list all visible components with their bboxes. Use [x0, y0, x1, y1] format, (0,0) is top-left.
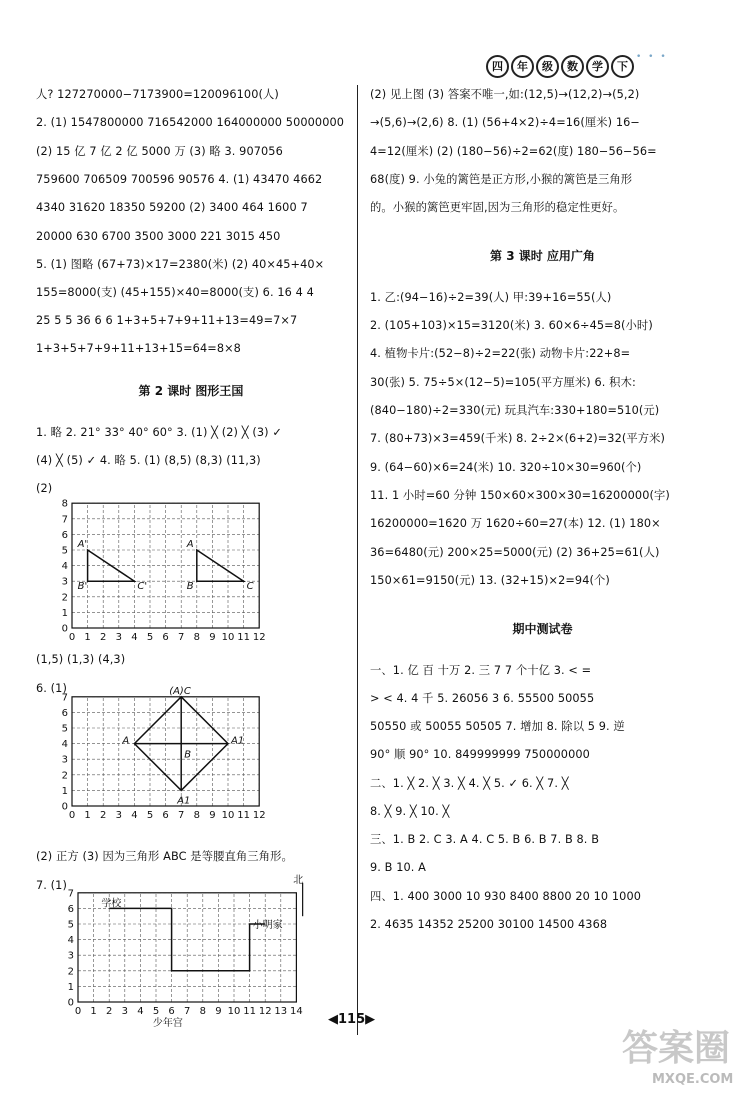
y-tick-label: 3 — [67, 950, 74, 962]
page-number — [328, 1012, 375, 1027]
y-tick-label: 4 — [67, 935, 74, 947]
label-home: 小明家 — [252, 920, 283, 931]
x-tick-label: 6 — [162, 632, 169, 643]
answer-line: 2. (105+103)×15=3120(米) 3. 60×6÷45=8(小时) — [370, 319, 653, 332]
answer-line: 50550 或 50055 50505 7. 增加 8. 除以 5 9. 逆 — [370, 720, 625, 733]
x-tick-label: 12 — [252, 632, 266, 643]
x-tick-label: 14 — [290, 1006, 303, 1017]
y-tick-label: 1 — [61, 607, 68, 619]
answer-line: 68(度) 9. 小兔的篱笆是正方形,小猴的篱笆是三角形 — [370, 173, 633, 186]
x-tick-label: 9 — [215, 1006, 222, 1017]
y-tick-label: 6 — [67, 903, 74, 915]
y-tick-label: 2 — [61, 770, 68, 782]
x-tick-label: 4 — [137, 1006, 144, 1017]
x-tick-label: 10 — [221, 810, 235, 821]
column-divider — [357, 85, 358, 1035]
x-tick-label: 9 — [209, 632, 216, 643]
y-tick-label: 1 — [67, 981, 74, 993]
x-tick-label: 1 — [84, 632, 91, 643]
y-tick-label: 0 — [61, 801, 68, 813]
point-label-c2: C — [246, 581, 254, 593]
y-tick-label: 4 — [61, 739, 68, 751]
x-tick-label: 6 — [168, 1006, 175, 1017]
badge-char: 学 — [586, 55, 609, 78]
question-label: 7. (1) — [36, 879, 67, 892]
x-tick-label: 3 — [115, 810, 122, 821]
badge-char: 数 — [561, 55, 584, 78]
point-label-bottom: A1 — [177, 795, 191, 807]
answer-line: 11. 1 小时=60 分钟 150×60×300×30=16200000(字) — [370, 489, 670, 502]
x-tick-label: 1 — [84, 810, 91, 821]
answer-line: 二、1. ╳ 2. ╳ 3. ╳ 4. ╳ 5. ✓ 6. ╳ 7. ╳ — [370, 777, 569, 790]
answer-line: 的。小猴的篱笆更牢固,因为三角形的稳定性更好。 — [370, 201, 625, 214]
x-tick-label: 7 — [178, 810, 185, 821]
answer-line: 150×61=9150(元) 13. (32+15)×2=94(个) — [370, 574, 610, 587]
answer-line: 4340 31620 18350 59200 (2) 3400 464 1600 7 — [36, 201, 308, 214]
x-tick-label: 7 — [178, 632, 185, 643]
x-tick-label: 0 — [68, 632, 76, 643]
fish-icon: ◀ — [328, 1012, 338, 1027]
point-label-a1: A' — [77, 539, 88, 550]
y-tick-label: 4 — [61, 561, 68, 573]
answer-line: 9. B 10. A — [370, 861, 426, 874]
point-label-left: A — [122, 735, 130, 747]
answer-line: 9. (64−60)×6=24(米) 10. 320÷10×30=960(个) — [370, 461, 642, 474]
y-tick-label: 6 — [61, 707, 68, 719]
answer-line: 5. (1) 图略 (67+73)×17=2380(米) (2) 40×45+40× — [36, 258, 325, 271]
y-tick-label: 7 — [61, 692, 68, 704]
x-tick-label: 3 — [121, 1006, 128, 1017]
answer-line: (2) 正方 (3) 因为三角形 ABC 是等腰直角三角形。 — [36, 850, 293, 863]
north-label: 北 — [293, 874, 304, 886]
point-label-b: B — [184, 749, 192, 761]
question-label: (2) — [36, 482, 53, 495]
y-tick-label: 3 — [61, 576, 68, 588]
answer-line: > < 4. 4 千 5. 26056 3 6. 55500 50055 — [370, 692, 595, 705]
answer-line: 1. 乙:(94−16)÷2=39(人) 甲:39+16=55(人) — [370, 291, 612, 304]
y-tick-label: 6 — [61, 529, 68, 541]
y-tick-label: 8 — [61, 498, 68, 510]
x-tick-label: 8 — [193, 632, 200, 643]
x-tick-label: 8 — [193, 810, 200, 821]
answer-line: 1. 略 2. 21° 33° 40° 60° 3. (1) ╳ (2) ╳ (3) ✓ — [36, 426, 282, 439]
point-label-a2: A — [186, 539, 194, 550]
answer-line: (2) 见上图 (3) 答案不唯一,如:(12,5)→(12,2)→(5,2) — [370, 88, 640, 101]
answer-line: 2. 4635 14352 25200 30100 14500 4368 — [370, 918, 608, 931]
coordinate-grid-translation — [52, 478, 292, 648]
answer-line: 155=8000(支) (45+155)×40=8000(支) 6. 16 4 4 — [36, 286, 314, 299]
y-tick-label: 0 — [67, 997, 74, 1009]
x-tick-label: 10 — [221, 632, 235, 643]
decorative-dots: • • • — [636, 52, 668, 62]
answer-line: 759600 706509 700596 90576 4. (1) 43470 4662 — [36, 173, 323, 186]
answer-line: 1+3+5+7+9+11+13+15=64=8×8 — [36, 342, 241, 355]
y-tick-label: 2 — [61, 592, 68, 604]
y-tick-label: 1 — [61, 785, 68, 797]
y-tick-label: 2 — [67, 966, 74, 978]
section-heading: 第 2 课时 图形王国 — [138, 384, 244, 398]
y-tick-label: 5 — [67, 919, 74, 931]
fish-tail-icon: ▶ — [365, 1012, 376, 1027]
answer-line: 36=6480(元) 200×25=5000(元) (2) 36+25=61(人) — [370, 546, 660, 559]
section-heading: 期中测试卷 — [512, 622, 573, 636]
answer-line: 25 5 5 36 6 6 1+3+5+7+9+11+13=49=7×7 — [36, 314, 298, 327]
x-tick-label: 8 — [199, 1006, 206, 1017]
x-tick-label: 2 — [100, 632, 107, 643]
answer-line: 90° 顺 90° 10. 849999999 750000000 — [370, 748, 590, 761]
answer-line: 三、1. B 2. C 3. A 4. C 5. B 6. B 7. B 8. B — [370, 833, 600, 846]
y-tick-label: 7 — [61, 514, 68, 526]
x-tick-label: 11 — [237, 632, 250, 643]
x-tick-label: 4 — [131, 632, 138, 643]
answer-line: (4) ╳ (5) ✓ 4. 略 5. (1) (8,5) (8,3) (11,3) — [36, 454, 261, 467]
x-tick-label: 5 — [152, 1006, 160, 1017]
watermark-url: MXQE.COM — [652, 1072, 734, 1087]
answer-line: 人? 127270000−7173900=120096100(人) — [36, 88, 279, 101]
x-tick-label: 4 — [131, 810, 138, 821]
x-tick-label: 5 — [146, 632, 154, 643]
answer-line: 30(张) 5. 75÷5×(12−5)=105(平方厘米) 6. 积木: — [370, 376, 636, 389]
coordinate-grid-square — [52, 678, 302, 838]
point-label-right: A1 — [231, 735, 245, 747]
coordinate-grid-map — [64, 872, 324, 1032]
x-tick-label: 11 — [237, 810, 250, 821]
x-tick-label: 1 — [90, 1006, 97, 1017]
label-palace: 少年宫 — [152, 1018, 183, 1029]
x-tick-label: 2 — [106, 1006, 113, 1017]
page-number-value: 115 — [338, 1012, 366, 1027]
answer-line: (1,5) (1,3) (4,3) — [36, 653, 126, 666]
x-tick-label: 12 — [252, 810, 266, 821]
x-tick-label: 6 — [162, 810, 169, 821]
answer-line: →(5,6)→(2,6) 8. (1) (56+4×2)÷4=16(厘米) 16− — [370, 116, 640, 129]
badge-char: 年 — [511, 55, 534, 78]
badge-char: 四 — [486, 55, 509, 78]
point-label-top: (A)C — [169, 685, 191, 697]
x-tick-label: 10 — [227, 1006, 241, 1017]
answer-line: 16200000=1620 万 1620÷60=27(本) 12. (1) 180× — [370, 517, 661, 530]
badge-char: 级 — [536, 55, 559, 78]
x-tick-label: 0 — [74, 1006, 82, 1017]
y-tick-label: 3 — [61, 754, 68, 766]
answer-line: (2) 15 亿 7 亿 2 亿 5000 万 (3) 略 3. 907056 — [36, 145, 283, 158]
watermark-logo: 答案圈 — [622, 1028, 731, 1069]
x-tick-label: 3 — [115, 632, 122, 643]
section-heading: 第 3 课时 应用广角 — [490, 249, 595, 263]
answer-line: 四、1. 400 3000 10 930 8400 8800 20 10 1000 — [370, 890, 642, 903]
y-tick-label: 0 — [61, 623, 68, 635]
y-tick-label: 7 — [67, 888, 74, 900]
y-tick-label: 5 — [61, 545, 68, 557]
answer-line: 20000 630 6700 3500 3000 221 3015 450 — [36, 230, 281, 243]
badge-char: 下 — [611, 55, 634, 78]
question-label: 6. (1) — [36, 682, 67, 695]
label-school: 学校 — [101, 898, 122, 910]
point-label-b2: B — [186, 581, 194, 593]
answer-line: 2. (1) 1547800000 716542000 164000000 50000000 — [36, 116, 345, 129]
x-tick-label: 5 — [146, 810, 154, 821]
x-tick-label: 2 — [100, 810, 107, 821]
answer-line: 4=12(厘米) (2) (180−56)÷2=62(度) 180−56−56= — [370, 145, 657, 158]
answer-line: 4. 植物卡片:(52−8)÷2=22(张) 动物卡片:22+8= — [370, 347, 631, 360]
x-tick-label: 9 — [209, 810, 216, 821]
x-tick-label: 0 — [68, 810, 76, 821]
x-tick-label: 11 — [243, 1006, 256, 1017]
x-tick-label: 12 — [258, 1006, 272, 1017]
answer-line: 7. (80+73)×3=459(千米) 8. 2÷2×(6+2)=32(平方米) — [370, 432, 666, 445]
answer-line: 一、1. 亿 百 十万 2. 三 7 7 个十亿 3. < = — [370, 664, 592, 677]
x-tick-label: 7 — [184, 1006, 191, 1017]
answer-line: 8. ╳ 9. ╳ 10. ╳ — [370, 805, 450, 818]
point-label-b1: B' — [77, 581, 88, 593]
y-tick-label: 5 — [61, 723, 68, 735]
x-tick-label: 13 — [274, 1006, 288, 1017]
grade-badge — [486, 55, 634, 78]
point-label-c1: C' — [137, 581, 148, 593]
answer-line: (840−180)÷2=330(元) 玩具汽车:330+180=510(元) — [370, 404, 660, 417]
